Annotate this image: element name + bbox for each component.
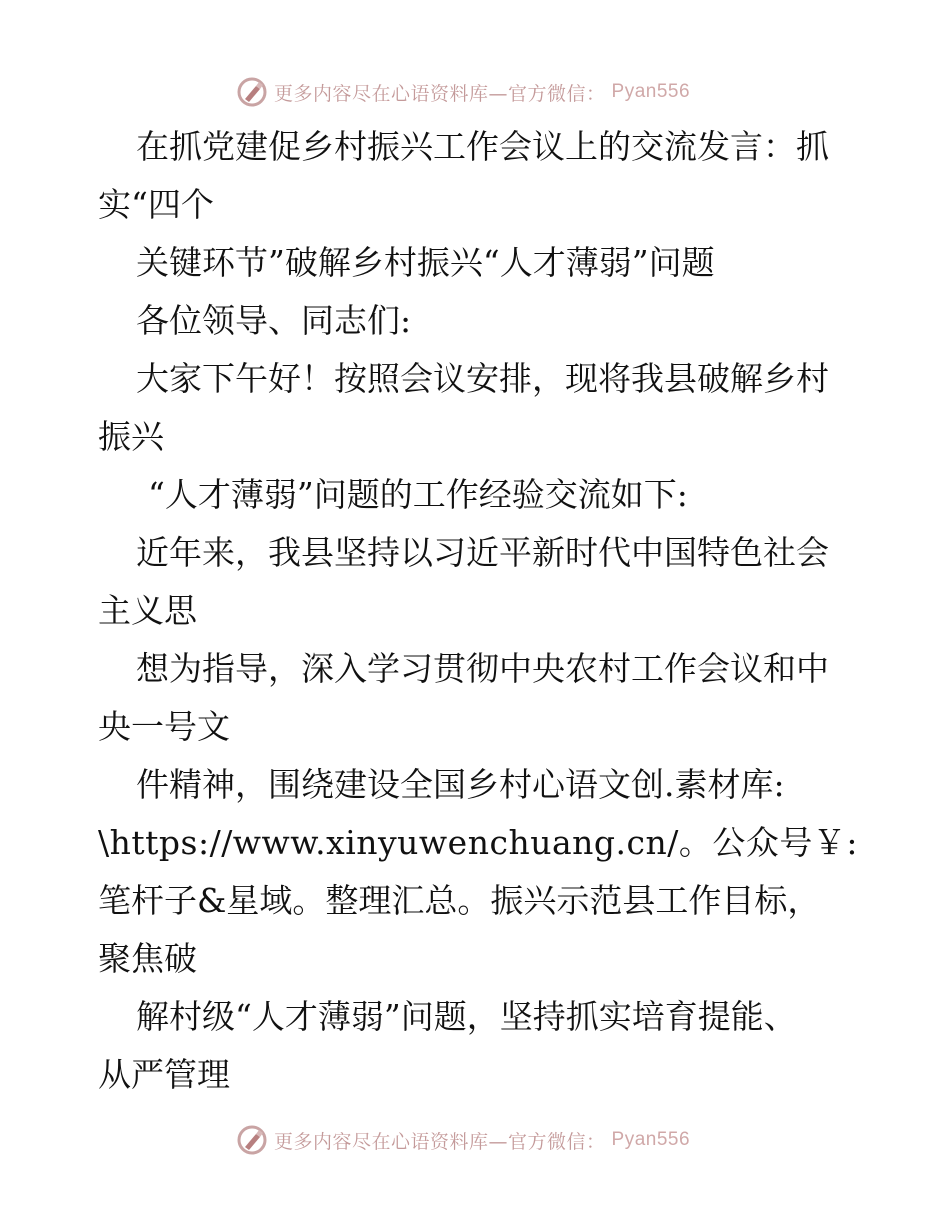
document-line: 各位领导、同志们: (136, 301, 412, 340)
header-watermark (236, 72, 690, 112)
document-line: 实“四个 (98, 185, 214, 224)
document-line: 在抓党建促乡村振兴工作会议上的交流发言：抓 (136, 127, 829, 166)
document-body (98, 118, 868, 1104)
document-line: “人才薄弱”问题的工作经验交流如下: (148, 475, 688, 514)
watermark-wechat-id: Pyan556 (611, 1129, 691, 1150)
document-line: 想为指导，深入学习贯彻中央农村工作会议和中 (136, 649, 829, 688)
document-line: 近年来，我县坚持以习近平新时代中国特色社会 (136, 533, 829, 572)
watermark-text: 更多内容尽在心语资料库—官方微信： (274, 1130, 606, 1153)
document-line: 件精神，围绕建设全国乡村心语文创.素材库: (136, 765, 785, 804)
footer-watermark (236, 1120, 690, 1160)
document-line: 主义思 (98, 591, 197, 630)
document-line: 笔杆子&星域。整理汇总。振兴示范县工作目标， (98, 881, 821, 920)
document-line: 央一号文 (98, 707, 230, 746)
document-line: \https://www.xinyuwenchuang.cn/。公众号￥: (98, 823, 858, 862)
document-line: 聚焦破 (98, 939, 197, 978)
document-line: 振兴 (98, 417, 164, 456)
document-line: 从严管理 (98, 1055, 230, 1094)
document-line: 关键环节”破解乡村振兴“人才薄弱”问题 (136, 243, 715, 282)
watermark-wechat-id: Pyan556 (611, 81, 691, 102)
document-line: 解村级“人才薄弱”问题，坚持抓实培育提能、 (136, 997, 797, 1036)
pen-logo-icon (236, 1124, 268, 1156)
document-line: 大家下午好！按照会议安排，现将我县破解乡村 (136, 359, 829, 398)
watermark-text: 更多内容尽在心语资料库—官方微信： (274, 82, 606, 105)
pen-logo-icon (236, 76, 268, 108)
